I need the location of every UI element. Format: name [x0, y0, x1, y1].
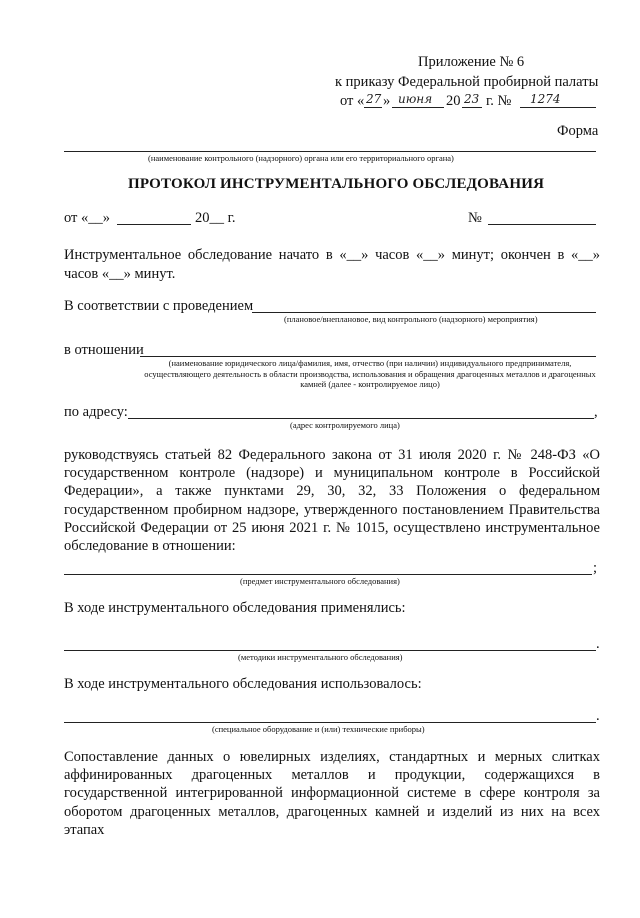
date-month-handwritten: июня [398, 92, 433, 106]
date-year-prefix: 20 [446, 93, 461, 109]
date-year-handwritten: 23 [464, 92, 480, 106]
date-day-handwritten: 27 [366, 92, 382, 106]
body-org-field-line [64, 151, 596, 152]
regarding-field-line [140, 356, 596, 357]
basis-label: В соответствии с проведением [64, 298, 254, 314]
body-org-caption: (наименование контрольного (надзорного) органа или его территориального органа) [148, 153, 454, 163]
protocol-number-line [488, 224, 596, 225]
subject-semicolon: ; [593, 560, 598, 576]
legal-basis-paragraph: руководствуясь статьей 82 Федерального закона от 31 июля 2020 г. № 248-ФЗ «О государственном контроле (надзоре) и муниципальном контроле в Российской Федерации», а также пунктами 29, 30, 32, 33 Положения о федеральном государственном пробирном надзоре, утвержденного постановлением Правительства Российской Федерации от 25 июня 2021 г. № 1015, осуществлено инструментальное обследование в отношении: [64, 447, 600, 555]
protocol-date-year: 20__ г. [195, 210, 236, 226]
address-field-line [128, 418, 594, 419]
date-year-underline [462, 107, 482, 108]
regarding-caption: (наименование юридического лица/фамилия, имя, отчество (при наличии) индивидуального предпринимателя, осуществляющего деятельность в области производства, использования и обращения драгоценных металлов и драгоценных камней (далее - контролируемое лицо) [144, 358, 596, 389]
form-label: Форма [557, 123, 599, 139]
protocol-date-month-line [117, 224, 191, 225]
start-time-text: Инструментальное обследование начато в «__» часов «__» минут; окончен в «__» часов «__» минут. [64, 247, 600, 282]
methods-field-line [64, 650, 596, 651]
date-month-underline [392, 107, 444, 108]
protocol-date-prefix: от «__» [64, 210, 111, 226]
subject-field-line [64, 574, 592, 575]
order-reference: к приказу Федеральной пробирной палаты [335, 74, 599, 90]
methods-dot: . [596, 636, 600, 652]
appendix-label: Приложение № 6 [418, 54, 525, 70]
methods-label: В ходе инструментального обследования применялись: [64, 600, 406, 616]
regarding-label: в отношении [64, 342, 144, 358]
equipment-dot: . [596, 708, 600, 724]
order-number-handwritten: 1274 [530, 92, 561, 106]
date-prefix: от « [340, 93, 365, 109]
equipment-field-line [64, 722, 596, 723]
equipment-label: В ходе инструментального обследования использовалось: [64, 676, 422, 692]
basis-field-line [252, 312, 596, 313]
document-title: ПРОТОКОЛ ИНСТРУМЕНТАЛЬНОГО ОБСЛЕДОВАНИЯ [128, 176, 545, 192]
equipment-caption: (специальное оборудование и (или) технические приборы) [212, 724, 425, 734]
subject-caption: (предмет инструментального обследования) [240, 576, 400, 586]
order-number-label: г. № [486, 93, 512, 109]
protocol-number-label: № [468, 210, 482, 226]
date-day-underline [364, 107, 382, 108]
address-comma: , [594, 404, 598, 420]
methods-caption: (методики инструментального обследования) [238, 652, 403, 662]
order-number-underline [520, 107, 596, 108]
date-mid: » [383, 93, 391, 109]
basis-caption: (плановое/внеплановое, вид контрольного (надзорного) мероприятия) [284, 314, 538, 324]
address-label: по адресу: [64, 404, 128, 420]
comparison-paragraph: Сопоставление данных о ювелирных изделиях, стандартных и мерных слитках аффинированных драгоценных металлов и продукции, содержащихся в государственной интегрированной информационной системе в сфере контроля за оборотом драгоценных металлов, драгоценных камней и изделий из них на всех этапах [64, 749, 600, 838]
address-caption: (адрес контролируемого лица) [290, 420, 400, 430]
